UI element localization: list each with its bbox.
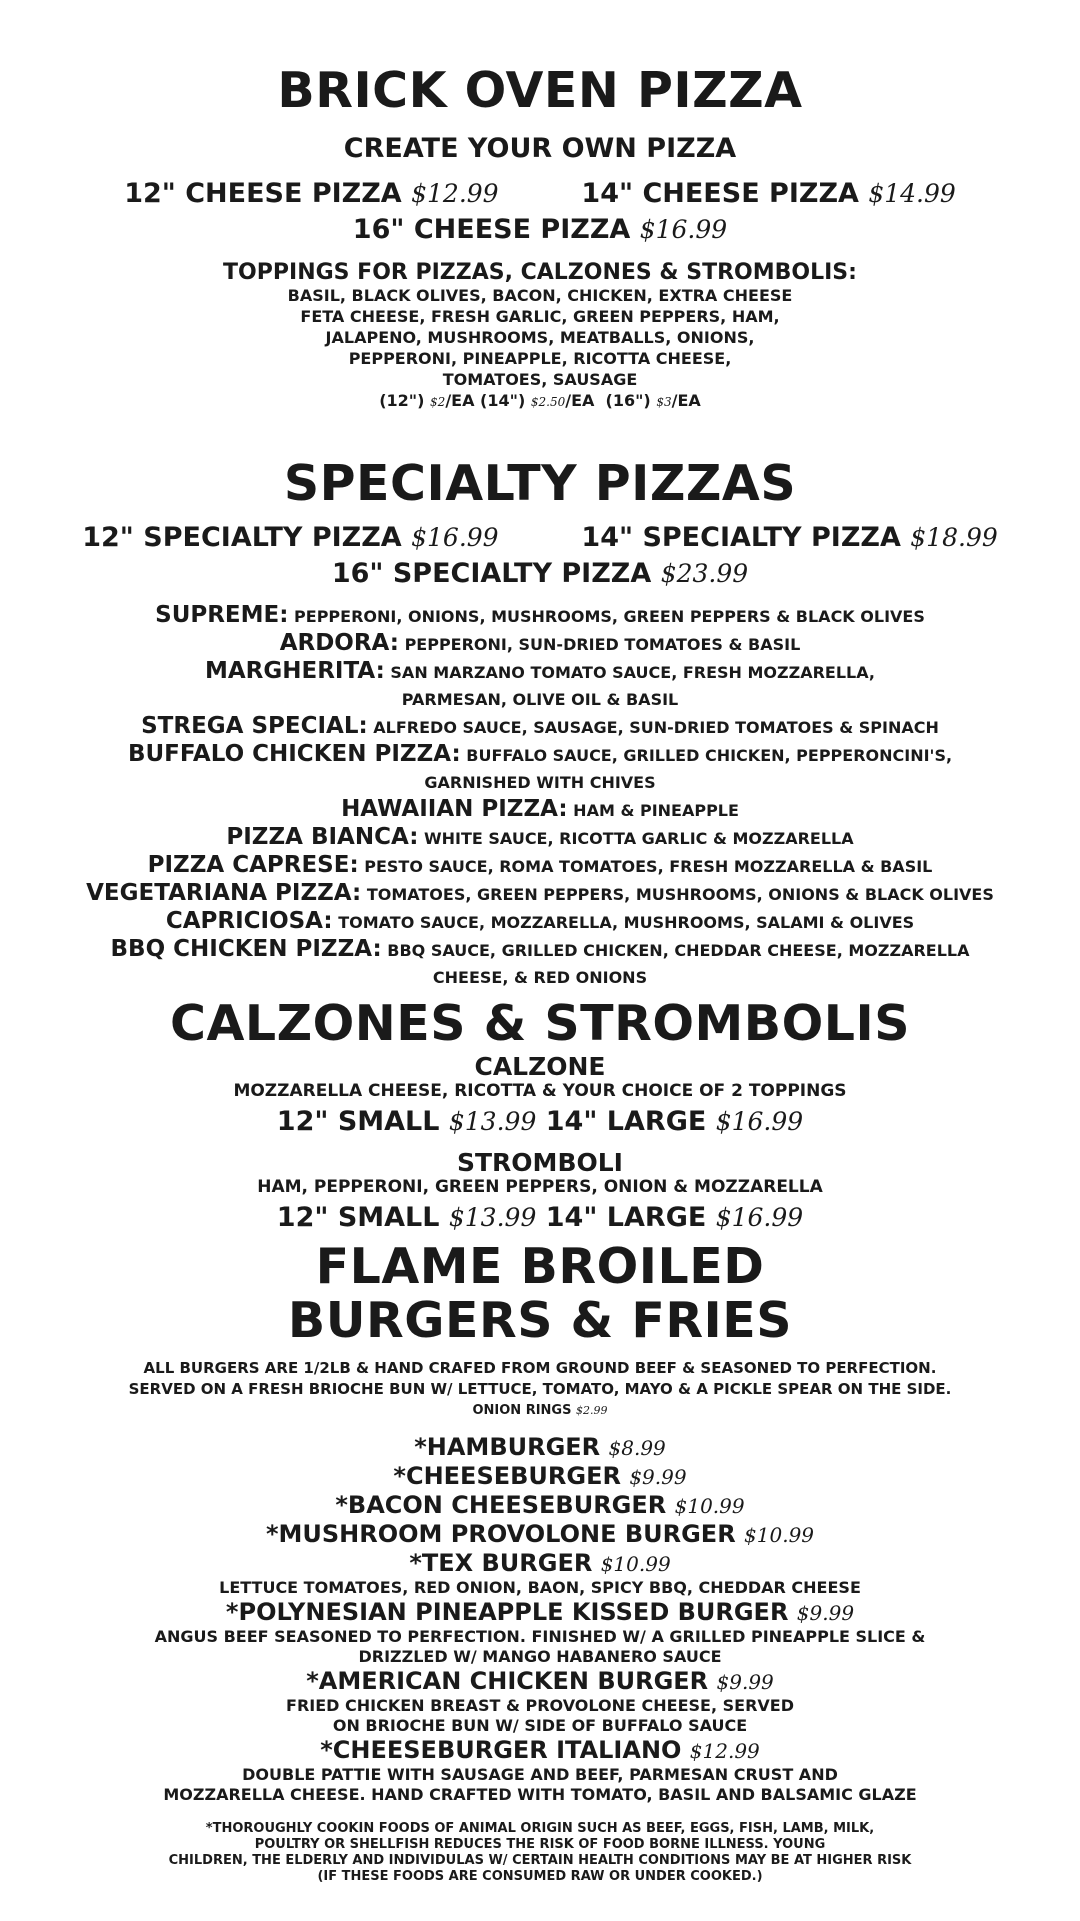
specialty-item: PIZZA BIANCA: WHITE SAUCE, RICOTTA GARLIC & MOZZARELLA (226, 824, 854, 850)
calzone-name: CALZONE (474, 1052, 606, 1081)
specialty-item: VEGETARIANA PIZZA: TOMATOES, GREEN PEPPERS, MUSHROOMS, ONIONS & BLACK OLIVES (86, 880, 994, 906)
burger-title-2: BURGERS & FRIES (287, 1292, 793, 1349)
disclaimer: *THOROUGHLY COOKIN FOODS OF ANIMAL ORIGIN SUCH AS BEEF, EGGS, FISH, LAMB, MILK, POULTRY OR SHELLFISH REDUCES THE RISK OF FOOD BORNE ILLNESS. YOUNG CHILDREN, THE ELDERLY AND INDIVIDULAS W/ CERTAIN HEALTH CONDITIONS MAY BE AT HIGHER RISK (IF THESE FOODS ARE CONSUMED RAW OR UNDER COOKED.) (168, 1821, 912, 1884)
specialty-item: STREGA SPECIAL: ALFREDO SAUCE, SAUSAGE, SUN-DRIED TOMATOES & SPINACH (141, 713, 939, 739)
burger-list (0, 1433, 1080, 1805)
burger-item: *MUSHROOM PROVOLONE BURGER $10.99 (265, 1520, 815, 1548)
stromboli-prices: 12" SMALL $13.99 14" LARGE $16.99 (276, 1202, 804, 1233)
specialty-item-cont: GARNISHED WITH CHIVES (424, 773, 656, 792)
specialty-item: HAWAIIAN PIZZA: HAM & PINEAPPLE (341, 796, 739, 822)
toppings-title: TOPPINGS FOR PIZZAS, CALZONES & STROMBOLIS: (223, 260, 857, 285)
calzone-section (0, 995, 1080, 1236)
burger-item: *BACON CHEESEBURGER $10.99 (335, 1491, 745, 1519)
burger-section (0, 1240, 1080, 1885)
specialty-title: SPECIALTY PIZZAS (283, 455, 797, 512)
specialty-size-row-1: 12" SPECIALTY PIZZA $16.99 14" SPECIALTY PIZZA $18.99 (82, 522, 998, 553)
burger-desc: ANGUS BEEF SEASONED TO PERFECTION. FINISHED W/ A GRILLED PINEAPPLE SLICE & (154, 1627, 926, 1646)
toppings-line: TOMATOES, SAUSAGE (442, 370, 638, 389)
specialty-item: PIZZA CAPRESE: PESTO SAUCE, ROMA TOMATOES, FRESH MOZZARELLA & BASIL (147, 852, 933, 878)
specialty-item: ARDORA: PEPPERONI, SUN-DRIED TOMATOES & BASIL (279, 630, 801, 656)
burger-intro: ALL BURGERS ARE 1/2LB & HAND CRAFED FROM GROUND BEEF & SEASONED TO PERFECTION. (143, 1359, 937, 1377)
stromboli-name: STROMBOLI (457, 1148, 623, 1177)
burger-item: *AMERICAN CHICKEN BURGER $9.99 (306, 1667, 774, 1695)
burger-desc: DRIZZLED W/ MANGO HABANERO SAUCE (358, 1647, 722, 1666)
onion-rings: ONION RINGS $2.99 (472, 1403, 608, 1418)
toppings-line: FETA CHEESE, FRESH GARLIC, GREEN PEPPERS, HAM, (300, 307, 780, 326)
toppings-line: JALAPENO, MUSHROOMS, MEATBALLS, ONIONS, (325, 328, 755, 347)
specialty-item: MARGHERITA: SAN MARZANO TOMATO SAUCE, FRESH MOZZARELLA, (204, 658, 876, 684)
burger-intro: SERVED ON A FRESH BRIOCHE BUN W/ LETTUCE, TOMATO, MAYO & A PICKLE SPEAR ON THE SIDE. (128, 1380, 952, 1398)
create-own-subtitle: CREATE YOUR OWN PIZZA (343, 133, 737, 164)
cheese-16-label: 16" CHEESE PIZZA (352, 214, 631, 245)
cheese-14-label: 14" CHEESE PIZZA (581, 178, 859, 209)
burger-item: *CHEESEBURGER $9.99 (393, 1462, 687, 1490)
specialty-item: BUFFALO CHICKEN PIZZA: BUFFALO SAUCE, GRILLED CHICKEN, PEPPERONCINI'S, (127, 741, 953, 767)
specialty-item: SUPREME: PEPPERONI, ONIONS, MUSHROOMS, GREEN PEPPERS & BLACK OLIVES (155, 602, 925, 628)
specialty-item-cont: CHEESE, & RED ONIONS (432, 968, 648, 987)
burger-item: *HAMBURGER $8.99 (414, 1433, 666, 1461)
toppings-line: BASIL, BLACK OLIVES, BACON, CHICKEN, EXTRA CHEESE (287, 286, 793, 305)
burger-desc: ON BRIOCHE BUN W/ SIDE OF BUFFALO SAUCE (332, 1716, 748, 1735)
burger-item: *CHEESEBURGER ITALIANO $12.99 (320, 1736, 760, 1764)
calzone-prices: 12" SMALL $13.99 14" LARGE $16.99 (276, 1106, 804, 1137)
burger-desc: DOUBLE PATTIE WITH SAUSAGE AND BEEF, PARMESAN CRUST AND (242, 1765, 838, 1784)
specialty-item: BBQ CHICKEN PIZZA: BBQ SAUCE, GRILLED CHICKEN, CHEDDAR CHEESE, MOZZARELLA (110, 936, 970, 962)
specialty-item-cont: PARMESAN, OLIVE OIL & BASIL (401, 690, 679, 709)
stromboli-desc: HAM, PEPPERONI, GREEN PEPPERS, ONION & MOZZARELLA (257, 1177, 823, 1197)
burger-desc: LETTUCE TOMATOES, RED ONION, BAON, SPICY BBQ, CHEDDAR CHEESE (219, 1578, 861, 1597)
calzone-desc: MOZZARELLA CHEESE, RICOTTA & YOUR CHOICE OF 2 TOPPINGS (233, 1081, 847, 1101)
burger-item: *TEX BURGER $10.99 (409, 1549, 671, 1577)
cheese-size-row-2 (0, 212, 1080, 248)
toppings-line: PEPPERONI, PINEAPPLE, RICOTTA CHEESE, (348, 349, 732, 368)
topping-prices: (12") $2/EA (14") $2.50/EA (16") $3/EA (379, 391, 701, 410)
cheese-12-price: $12.99 (411, 179, 499, 208)
specialty-size-row-2: 16" SPECIALTY PIZZA $23.99 (331, 558, 749, 589)
burger-desc: FRIED CHICKEN BREAST & PROVOLONE CHEESE, SERVED (286, 1696, 794, 1715)
cheese-14-price: $14.99 (868, 179, 956, 208)
burger-desc: MOZZARELLA CHEESE. HAND CRAFTED WITH TOMATO, BASIL AND BALSAMIC GLAZE (163, 1785, 917, 1804)
specialty-list (0, 602, 1080, 991)
burger-title-1: FLAME BROILED (315, 1238, 765, 1295)
pizza-section (0, 62, 1080, 413)
specialty-item: CAPRICIOSA: TOMATO SAUCE, MOZZARELLA, MUSHROOMS, SALAMI & OLIVES (165, 908, 915, 934)
cheese-16-price: $16.99 (639, 215, 728, 244)
cheese-12-label: 12" CHEESE PIZZA (124, 178, 402, 209)
pizza-title: BRICK OVEN PIZZA (277, 62, 803, 119)
specialty-section (0, 455, 1080, 991)
burger-item: *POLYNESIAN PINEAPPLE KISSED BURGER $9.99 (225, 1598, 855, 1626)
cheese-size-row-1 (0, 176, 1080, 212)
calzone-title: CALZONES & STROMBOLIS (169, 995, 911, 1052)
